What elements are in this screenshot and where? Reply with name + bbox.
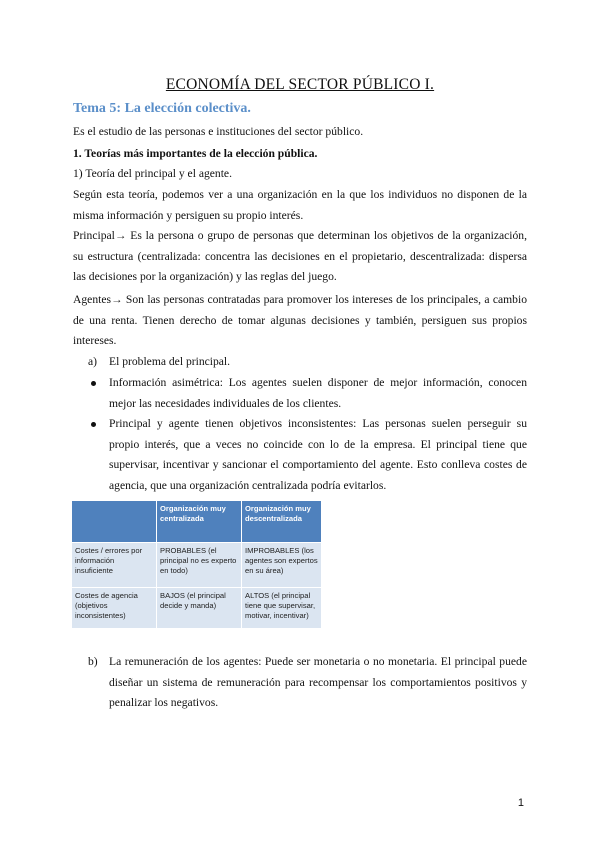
topic-heading: Tema 5: La elección colectiva. bbox=[73, 101, 251, 116]
table-cell: IMPROBABLES (los agentes son expertos en su área) bbox=[242, 543, 322, 588]
table-header-cell: Organización muy descentralizada bbox=[242, 501, 322, 543]
bullet-text-1: Información asimétrica: Los agentes suelen disponer de mejor información, conocen mejor las necesidades individuales de los clientes. bbox=[109, 376, 527, 410]
table-cell: PROBABLES (el principal no es experto en todo) bbox=[157, 543, 242, 588]
agents-paragraph: Agentes→ Son las personas contratadas para promover los intereses de los principales, a cambio de una renta. Tienen derecho de tomar algunas decisiones y también, persiguen sus propios intereses. bbox=[73, 293, 527, 347]
bullet-text-2: Principal y agente tienen objetivos inconsistentes: Las personas suelen perseguir su propio interés, que a veces no coincide con lo de la empresa. El principal tiene que supervisar, incentivar y sancionar el comportamiento del agente. Esto conlleva costes de agencia, que una organización centralizada podría evitarlos. bbox=[109, 417, 527, 492]
comparison-table bbox=[72, 501, 322, 628]
intro-paragraph: Es el estudio de las personas e instituciones del sector público. bbox=[73, 125, 364, 138]
document-title: ECONOMÍA DEL SECTOR PÚBLICO I. bbox=[165, 76, 435, 93]
table-cell: ALTOS (el principal tiene que supervisar, motivar, incentivar) bbox=[242, 588, 322, 629]
table-row bbox=[72, 588, 322, 629]
page-number: 1 bbox=[517, 797, 524, 809]
bullet-icon bbox=[91, 422, 96, 427]
section-heading: 1. Teorías más importantes de la elección pública. bbox=[73, 147, 318, 160]
list-text-b: La remuneración de los agentes: Puede ser monetaria o no monetaria. El principal puede diseñar un sistema de remuneración para recompensar los comportamientos positivos y penalizar los negativos. bbox=[109, 655, 527, 709]
list-marker-b: b) bbox=[88, 655, 98, 668]
bullet-icon bbox=[91, 381, 96, 386]
subsection-heading: 1) Teoría del principal y el agente. bbox=[73, 167, 232, 180]
table-cell: Costes de agencia (objetivos inconsistentes) bbox=[72, 588, 157, 629]
list-text-a: El problema del principal. bbox=[109, 355, 231, 368]
principal-paragraph: Principal→ Es la persona o grupo de personas que determinan los objetivos de la organización, su estructura (centralizada: concentra las decisiones en el propietario, descentralizada: dispersa las decisiones por la organización) y las reglas del juego. bbox=[73, 229, 527, 283]
table-header-cell bbox=[72, 501, 157, 543]
list-marker-a: a) bbox=[88, 355, 98, 368]
table-cell: Costes / errores por información insuficiente bbox=[72, 543, 157, 588]
table-row bbox=[72, 543, 322, 588]
table-header-row bbox=[72, 501, 322, 543]
table-header-cell: Organización muy centralizada bbox=[157, 501, 242, 543]
table-cell: BAJOS (el principal decide y manda) bbox=[157, 588, 242, 629]
theory-paragraph: Según esta teoría, podemos ver a una organización en la que los individuos no disponen de la misma información y persiguen su propio interés. bbox=[73, 188, 527, 222]
